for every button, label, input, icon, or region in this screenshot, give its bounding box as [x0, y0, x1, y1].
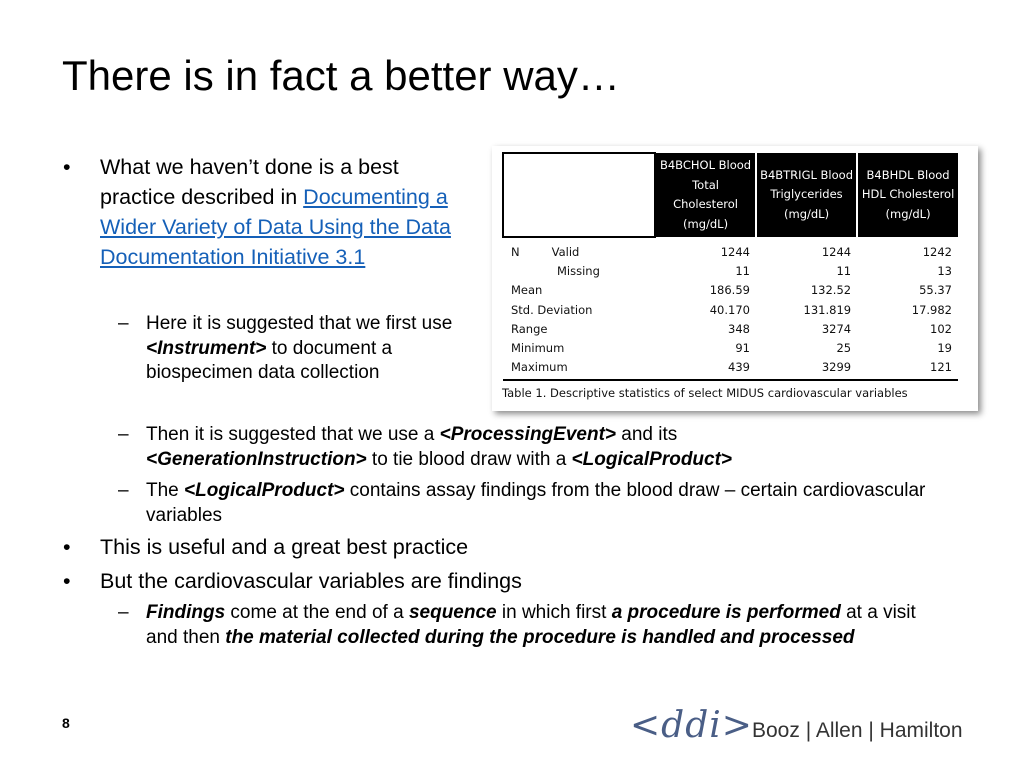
row-label: Maximum — [503, 358, 655, 380]
table-cell: 439 — [655, 358, 756, 380]
table-cell: 11 — [836, 264, 852, 279]
row-label: Range — [511, 321, 548, 336]
dash-marker: – — [118, 602, 129, 623]
table-cell: 1242 — [922, 244, 952, 259]
table-cell: 186.59 — [709, 283, 750, 298]
table-cell: 348 — [728, 321, 750, 336]
sub-bullet-logical-product — [146, 479, 946, 528]
table-cell: 3274 — [821, 321, 852, 336]
column-header: B4BTRIGL Blood Triglycerides (mg/dL) — [756, 153, 857, 237]
table-row — [503, 320, 958, 339]
text: come at the end of a — [225, 602, 409, 623]
table-row — [503, 339, 958, 358]
table-row — [503, 281, 958, 300]
table-row — [503, 262, 958, 281]
text: Then it is suggested that we use a — [146, 424, 440, 445]
descriptive-stats-table — [502, 152, 958, 381]
text: at a visit and then — [146, 602, 916, 648]
table-row — [503, 301, 958, 320]
table-cell: 3299 — [756, 358, 857, 380]
table-cell: 1244 — [821, 244, 852, 259]
bullet-best-practice — [100, 152, 470, 272]
bullet-useful: This is useful and a great best practice — [100, 535, 469, 559]
descriptive-stats-table-image — [492, 146, 978, 411]
bullet-text: What we haven’t done is a best practice described in — [100, 155, 399, 209]
table-cell: 121 — [857, 358, 958, 380]
findings-term: Findings — [146, 602, 226, 623]
sub-label: Valid — [551, 245, 580, 259]
table-row — [503, 358, 958, 380]
bullet-marker: • — [63, 155, 71, 179]
generation-instruction-tag: <GenerationInstruction> — [146, 448, 367, 470]
table-cell: 17.982 — [911, 302, 952, 317]
instrument-tag: <Instrument> — [146, 337, 267, 359]
sub-bullet-instrument — [146, 312, 461, 386]
booz-allen-hamilton-logo: Booz | Allen | Hamilton — [752, 719, 963, 742]
table-cell: 1244 — [720, 244, 750, 259]
procedure-term: a procedure is performed — [611, 602, 841, 623]
n-label: N — [511, 245, 520, 259]
page-number: 8 — [62, 715, 70, 731]
table-cell: 19 — [937, 341, 952, 356]
column-header: B4BHDL Blood HDL Cholesterol (mg/dL) — [857, 153, 958, 237]
bullet-marker: • — [63, 535, 71, 559]
sequence-term: sequence — [408, 602, 497, 623]
row-label — [503, 262, 655, 281]
row-label: Mean — [511, 283, 543, 298]
bullet-findings: But the cardiovascular variables are findings — [100, 569, 522, 593]
logical-product-tag: <LogicalProduct> — [184, 480, 345, 501]
table-cell: 55.37 — [919, 283, 952, 298]
sub-label: Missing — [557, 264, 600, 279]
table-row — [503, 237, 958, 262]
table-cell: 13 — [937, 264, 952, 279]
text: and its — [616, 424, 678, 445]
sub-bullet-sequence — [146, 601, 951, 650]
table-caption: Table 1. Descriptive statistics of select MIDUS cardiovascular variables — [502, 386, 908, 400]
row-label: Minimum — [511, 341, 565, 356]
slide-title: There is in fact a better way… — [62, 52, 620, 99]
column-header: B4BCHOL Blood Total Cholesterol (mg/dL) — [655, 153, 756, 237]
dash-marker: – — [118, 480, 129, 501]
logical-product-tag: <LogicalProduct> — [571, 448, 733, 470]
ddi-logo: <ddi> — [630, 705, 753, 746]
bullet-marker: • — [63, 569, 71, 593]
text: contains assay findings from the blood draw – certain cardiovascular variables — [146, 480, 926, 526]
material-term: the material collected during the procedure is handled and processed — [225, 626, 855, 648]
table-cell: 91 — [735, 341, 750, 356]
dash-marker: – — [118, 424, 129, 445]
table-corner — [503, 153, 655, 237]
table-cell: 40.170 — [709, 302, 750, 317]
row-label: Std. Deviation — [511, 302, 593, 317]
text: to document a biospecimen data collection — [146, 337, 393, 383]
text: The — [146, 480, 185, 501]
row-label — [503, 237, 655, 262]
sub-bullet-processing-event — [146, 423, 936, 472]
text: in which first — [496, 602, 612, 623]
table-cell: 102 — [930, 321, 952, 336]
documenting-ddi-link[interactable]: Documenting a Wider Variety of Data Using the Data Documentation Initiative 3.1 — [100, 185, 451, 269]
table-cell: 132.52 — [810, 283, 852, 298]
table-cell: 11 — [735, 264, 750, 279]
table-cell: 131.819 — [803, 302, 852, 317]
dash-marker: – — [118, 313, 129, 334]
table-cell: 25 — [836, 341, 852, 356]
text: to tie blood draw with a — [366, 448, 572, 470]
text: Here it is suggested that we first use — [146, 313, 453, 334]
processing-event-tag: <ProcessingEvent> — [439, 424, 616, 445]
